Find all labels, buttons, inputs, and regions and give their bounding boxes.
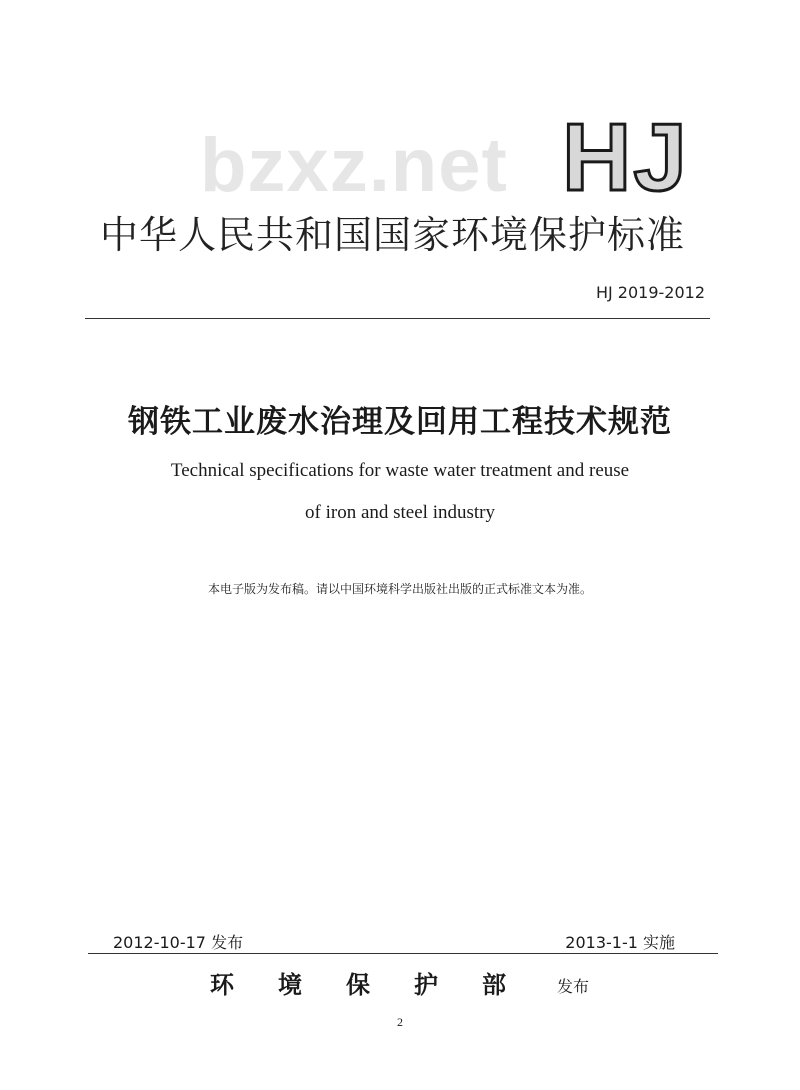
issuer-suffix: 发布	[557, 977, 590, 996]
org-title: 中华人民共和国国家环境保护标准	[100, 213, 686, 257]
header-divider	[85, 318, 710, 319]
document-title-en-line1: Technical specifications for waste water treatment and reuse	[170, 460, 630, 481]
footer-divider	[88, 953, 718, 954]
publish-date: 2012-10-17 发布	[113, 933, 244, 952]
watermark: bzxz.net	[200, 123, 508, 208]
document-title-cn: 钢铁工业废水治理及回用工程技术规范	[128, 404, 672, 440]
standard-number: HJ 2019-2012	[595, 283, 705, 302]
implement-date: 2013-1-1 实施	[565, 933, 675, 952]
document-title-en-line2: of iron and steel industry	[305, 502, 495, 523]
hj-logo: HJ	[562, 104, 689, 211]
issuer-name: 环境保护部	[210, 970, 550, 999]
edition-note: 本电子版为发布稿。请以中国环境科学出版社出版的正式标准文本为准。	[207, 582, 592, 596]
page-number: 2	[397, 1015, 403, 1029]
